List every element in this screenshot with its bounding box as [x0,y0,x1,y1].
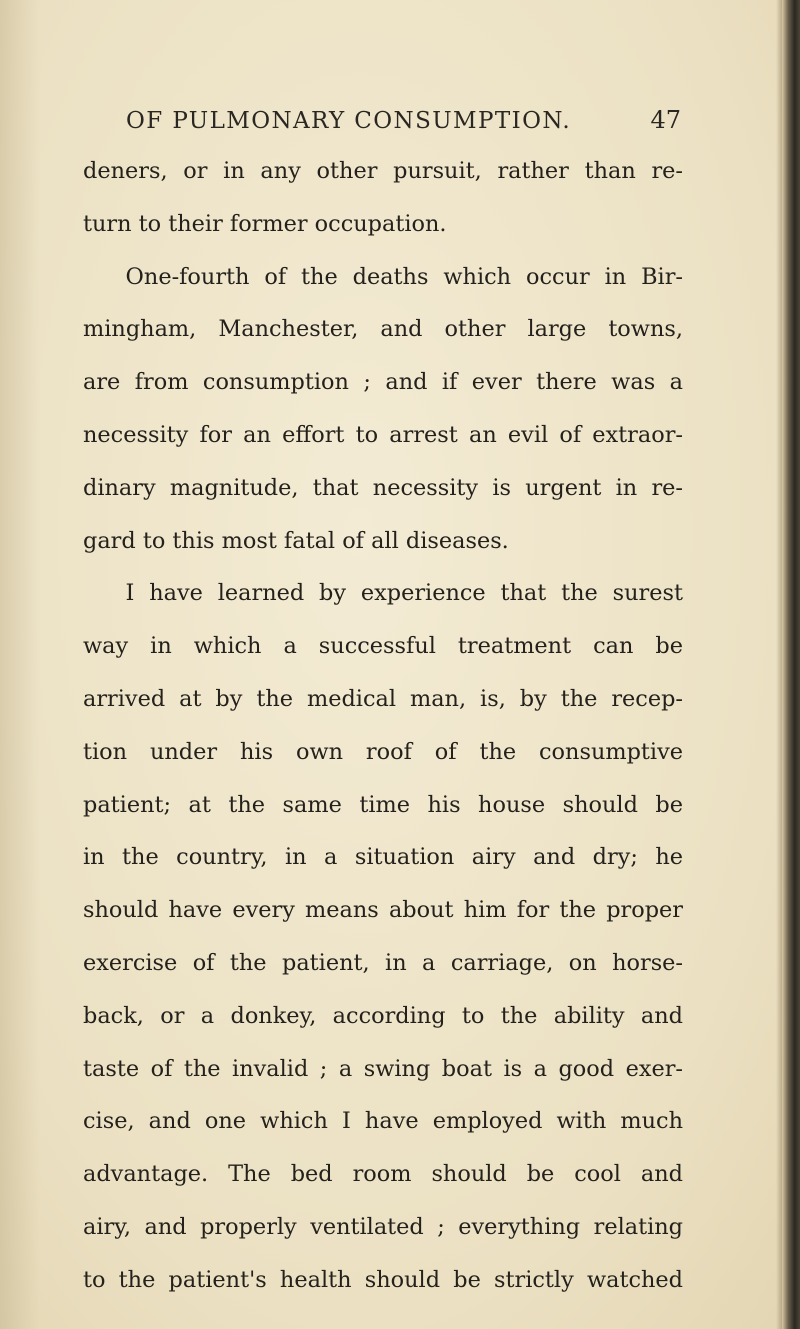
page-shadow [0,0,40,1329]
text-line: patient; at the same time his house should be [83,791,683,818]
text-line: deners, or in any other pursuit, rather than re- [83,158,683,184]
text-line: cise, and one which I have employed with much [83,1108,683,1135]
text-line: exercise of the patient, in a carriage, on horse- [83,949,683,976]
text-line: turn to their former occupation. [83,210,447,237]
text-line: advantage. The bed room should be cool and [83,1161,683,1188]
text-line: necessity for an effort to arrest an evil of extraor- [83,421,683,448]
running-head: OF PULMONARY CONSUMPTION. [126,108,572,134]
text-line: I have learned by experience that the surest [125,580,683,607]
text-line: mingham, Manchester, and other large towns, [83,316,683,343]
text-line: back, or a donkey, according to the ability and [83,1002,683,1029]
text-line: are from consumption ; and if ever there was a [83,369,683,396]
text-line: way in which a successful treatment can be [83,633,683,660]
text-line: to the patient's health should be strictly watched [83,1266,683,1293]
page-number: 47 [650,106,681,134]
text-line: airy, and properly ventilated ; everything relating [83,1213,683,1240]
text-line: gard to this most fatal of all diseases. [83,527,509,554]
body-text [83,145,683,1307]
text-line: tion under his own roof of the consumptive [83,738,683,765]
text-line: arrived at by the medical man, is, by the recep- [83,685,683,712]
text-line: dinary magnitude, that necessity is urgent in re- [83,474,683,501]
text-line: should have every means about him for the proper [83,897,683,924]
text-line: taste of the invalid ; a swing boat is a good exer- [83,1055,683,1082]
book-spine [782,0,800,1329]
text-line: in the country, in a situation airy and dry; he [83,844,683,871]
text-line: One-fourth of the deaths which occur in Bir- [125,263,683,290]
page-header [126,108,681,144]
